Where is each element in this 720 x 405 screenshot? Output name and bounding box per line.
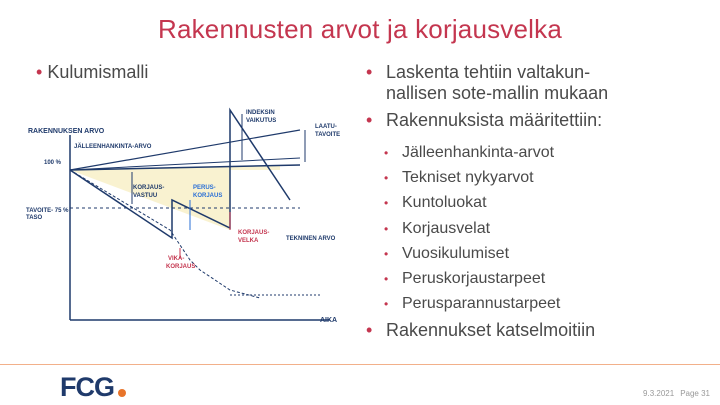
slide-title: Rakennusten arvot ja korjausvelka <box>157 14 563 44</box>
footer-page: Page 31 <box>680 389 710 398</box>
sub-item: • Tekniset nykyarvot <box>384 169 534 187</box>
bullet-2-text: Rakennuksista määritettiin: <box>386 110 603 130</box>
right-content <box>366 62 706 347</box>
label-tavoite-1: TAVOITE- 75 % <box>26 208 69 214</box>
label-korjausvastuu-1: KORJAUS- <box>133 185 165 191</box>
label-korjausvelka-1: KORJAUS- <box>238 230 270 236</box>
label-aika: AIKA <box>320 317 338 324</box>
left-bullet-text: Kulumismalli <box>47 62 149 82</box>
label-tekninen-arvo: TEKNINEN ARVO <box>286 236 336 242</box>
bullet-3 <box>366 320 706 341</box>
bullet-1-line-1: Laskenta tehtiin valtakun- <box>386 62 591 82</box>
bullet-dot: • <box>366 62 373 82</box>
label-laatu-2: TAVOITE <box>315 132 341 138</box>
bullet-dot: • <box>366 320 373 341</box>
footer-date: 9.3.2021 <box>643 389 675 398</box>
fcg-logo: FCG <box>60 372 114 402</box>
bullet-1 <box>366 62 706 104</box>
label-indeksin-1: INDEKSIN <box>246 110 275 116</box>
label-indeksin-2: VAIKUTUS <box>246 118 277 124</box>
footer-divider <box>0 364 720 365</box>
label-peruskorjaus-2: KORJAUS <box>193 193 223 199</box>
sub-item: • Peruskorjaustarpeet <box>384 269 546 287</box>
label-jalleenhankinta-arvo: JÄLLEENHANKINTA-ARVO <box>74 144 152 150</box>
bullet-1-line-2: nallisen sote-mallin mukaan <box>386 83 609 103</box>
sub-item: • Vuosikulumiset <box>384 244 510 262</box>
footer-meta <box>600 389 710 398</box>
left-bullet: • Kulumismalli <box>36 62 149 82</box>
sub-list <box>366 143 706 314</box>
label-laatu-1: LAATU- <box>315 124 337 130</box>
label-vikakorjaus-2: KORJAUS <box>166 264 196 270</box>
sub-item: • Korjausvelat <box>384 219 491 237</box>
label-vikakorjaus-1: VIKA- <box>168 256 185 262</box>
label-peruskorjaus-1: PERUS- <box>193 185 216 191</box>
bullet-dot: • <box>366 110 373 130</box>
shade-area <box>70 170 230 230</box>
label-korjausvelka-2: VELKA <box>238 238 259 244</box>
sub-item: • Jälleenhankinta-arvot <box>384 144 555 161</box>
bullet-2 <box>366 110 706 131</box>
depreciation-diagram <box>0 100 360 340</box>
label-korjausvastuu-2: VASTUU <box>133 193 158 199</box>
sub-item: • Perusparannustarpeet <box>384 295 561 313</box>
label-100: 100 % <box>44 160 62 166</box>
sub-item: • Kuntoluokat <box>384 194 487 212</box>
bullet-3-text: Rakennukset katselmoitiin <box>386 320 596 341</box>
logo-dot-icon <box>118 389 126 397</box>
label-rakennuksen-arvo: RAKENNUKSEN ARVO <box>28 128 105 135</box>
label-tavoite-2: TASO <box>26 215 43 221</box>
